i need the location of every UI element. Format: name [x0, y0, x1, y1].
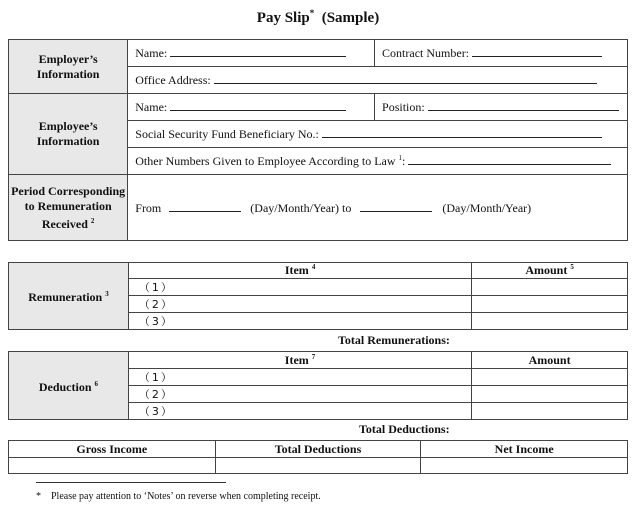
employee-name-field[interactable]: [128, 94, 375, 121]
title-text: Pay Slip: [256, 10, 310, 26]
remuneration-table: [8, 262, 628, 330]
footnote: [36, 491, 321, 502]
summary-table: [8, 440, 628, 474]
gross-income-header-text: Gross Income: [76, 441, 148, 456]
net-income-header-text: Net Income: [494, 441, 554, 456]
title-mark: *: [309, 8, 315, 18]
net-income-header: [421, 441, 628, 458]
ssf-label: Social Security Fund Beneficiary No.:: [135, 127, 319, 141]
deduction-item-2[interactable]: [128, 386, 471, 403]
remuneration-item-2[interactable]: [128, 296, 471, 313]
total-deductions-value[interactable]: [215, 458, 421, 474]
remuneration-note: 3: [105, 290, 109, 298]
deduction-table: [8, 351, 628, 420]
period-to-input[interactable]: [360, 200, 432, 212]
employee-label: [9, 94, 128, 175]
office-address-field[interactable]: [128, 67, 628, 94]
gross-income-header: [9, 441, 216, 458]
remuneration-label-text: Remuneration: [28, 290, 103, 304]
remuneration-amount-2[interactable]: [472, 296, 628, 313]
remuneration-label: [9, 263, 129, 330]
other-numbers-colon: :: [402, 154, 406, 168]
remuneration-amount-note: 5: [570, 263, 574, 271]
deduction-amount-header: [472, 352, 628, 369]
position-input[interactable]: [428, 99, 619, 111]
total-deductions-header: [215, 441, 421, 458]
position-field[interactable]: [375, 94, 628, 121]
deduction-note: 6: [94, 379, 99, 388]
contract-number-field[interactable]: [375, 40, 628, 67]
deduction-item-header: [128, 352, 471, 369]
remuneration-item-header-text: Item: [284, 263, 309, 277]
ssf-input[interactable]: [322, 126, 602, 138]
title-subtitle: (Sample): [321, 10, 380, 26]
deduction-amount-1[interactable]: [472, 369, 628, 386]
remuneration-amount-1[interactable]: [472, 279, 628, 296]
period-unit-to: (Day/Month/Year): [442, 200, 532, 215]
deduction-amount-2[interactable]: [472, 386, 628, 403]
total-deductions-label: Total Deductions:: [359, 422, 450, 436]
office-address-label: Office Address:: [135, 73, 211, 87]
other-numbers-input[interactable]: [408, 153, 611, 165]
employer-name-field[interactable]: [128, 40, 375, 67]
deduction-item-1-number: （1）: [138, 371, 174, 384]
period-field[interactable]: [128, 175, 628, 241]
employer-label-text: Employer’s Information: [36, 51, 100, 81]
deduction-item-3[interactable]: [128, 403, 471, 420]
deduction-amount-header-text: Amount: [528, 352, 571, 367]
remuneration-item-3-number: （3）: [138, 315, 174, 328]
position-label: Position:: [382, 100, 425, 114]
employee-name-input[interactable]: [170, 99, 346, 111]
page-title: [0, 8, 636, 27]
other-numbers-note: 1: [398, 154, 403, 162]
footnote-mark: *: [36, 491, 41, 502]
deduction-label: [9, 352, 129, 420]
remuneration-item-1[interactable]: [128, 279, 471, 296]
deduction-item-2-number: （2）: [138, 388, 174, 401]
remuneration-item-header: [128, 263, 471, 279]
remuneration-item-2-number: （2）: [138, 298, 174, 311]
period-note: 2: [90, 216, 95, 225]
employer-name-input[interactable]: [170, 45, 346, 57]
other-numbers-field[interactable]: [128, 148, 628, 175]
footnote-divider: [36, 482, 226, 483]
period-label-text: Period Corresponding to Remuneration Received: [11, 183, 126, 231]
deduction-label-text: Deduction: [38, 379, 92, 394]
employee-name-label: Name:: [135, 100, 168, 114]
remuneration-amount-3[interactable]: [472, 313, 628, 330]
footnote-text: Please pay attention to ‘Notes’ on reverse when completing receipt.: [51, 491, 321, 502]
contract-number-label: Contract Number:: [382, 46, 470, 60]
remuneration-amount-header-text: Amount: [525, 263, 568, 277]
period-unit-from: (Day/Month/Year) to: [250, 200, 352, 215]
employer-label: [9, 40, 128, 94]
deduction-item-note: 7: [311, 352, 316, 361]
ssf-field[interactable]: [128, 121, 628, 148]
employee-label-text: Employee’s Information: [36, 119, 100, 148]
period-from-input[interactable]: [169, 200, 241, 212]
remuneration-item-3[interactable]: [128, 313, 471, 330]
remuneration-item-note: 4: [311, 263, 316, 271]
other-numbers-label: Other Numbers Given to Employee According to Law: [135, 154, 396, 168]
deduction-amount-3[interactable]: [472, 403, 628, 420]
period-from-label: From: [135, 200, 162, 215]
employer-name-label: Name:: [135, 46, 168, 60]
deduction-item-1[interactable]: [128, 369, 471, 386]
total-remunerations-label: Total Remunerations:: [338, 333, 450, 347]
info-table: [8, 39, 628, 241]
deduction-item-header-text: Item: [284, 352, 309, 367]
period-label: [9, 175, 128, 241]
contract-number-input[interactable]: [472, 45, 602, 57]
remuneration-item-1-number: （1）: [138, 281, 174, 294]
deduction-item-3-number: （3）: [138, 405, 174, 418]
total-deductions-header-text: Total Deductions: [274, 441, 362, 456]
gross-income-value[interactable]: [9, 458, 216, 474]
remuneration-amount-header: [472, 263, 628, 279]
net-income-value[interactable]: [421, 458, 628, 474]
office-address-input[interactable]: [214, 72, 597, 84]
